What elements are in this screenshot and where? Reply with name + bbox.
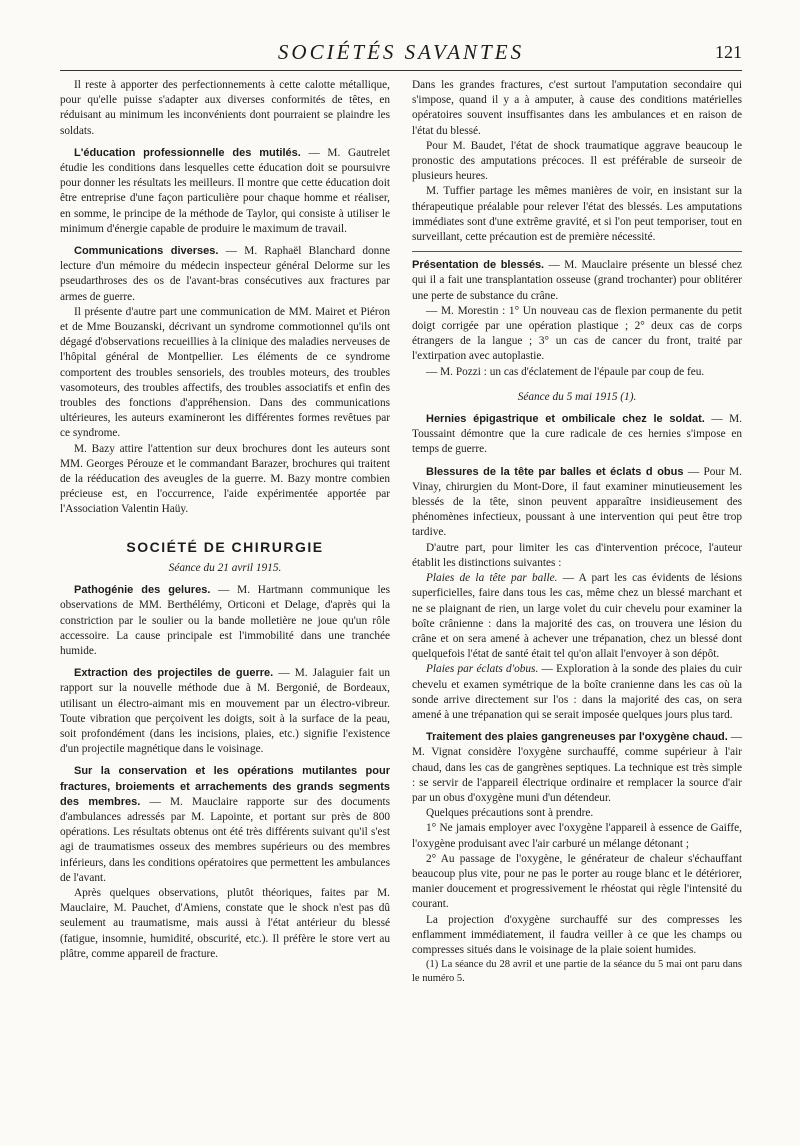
article-heading: Communications diverses. bbox=[74, 245, 219, 258]
article-heading: Blessures de la tête par balles et éclats d obus bbox=[426, 465, 684, 478]
article-heading: Sur la conservation et les opérations mutilantes pour fractures, broiements et arrachements des grands segments des membres. bbox=[60, 765, 390, 808]
article-heading: Extraction des projectiles de guerre. bbox=[74, 667, 274, 680]
paragraph: 1° Ne jamais employer avec l'oxygène l'appareil à essence de Gaiffe, l'oxygène produisant avec l'air carburé un mélange détonant ; bbox=[412, 822, 742, 850]
article-text: — M. Jalaguier fait un rapport sur la nouvelle méthode due à M. Bergonié, de Bordeaux, utilisant un électro-aimant mis en mouvement par un électro-vibreur. Toute vibration que perçoivent les doigts, soit à la surface de la peau, soit profondément (dans les incisions, plaies, etc.) signifie l'existence d'un projectile magnétique dans le voisinage. bbox=[60, 667, 390, 756]
article-text: — M. Raphaël Blanchard donne lecture d'un mémoire du médecin inspecteur général Delorme sur les pseudarthroses des os de l'avant-bras consécutives aux fractures par armes de guerre. bbox=[60, 245, 390, 303]
paragraph bbox=[412, 662, 742, 723]
article-heading: L'éducation professionnelle des mutilés. bbox=[74, 146, 301, 159]
page-number: 121 bbox=[715, 42, 742, 62]
article-text: — M. Mauclaire présente un blessé chez qui il a fait une transplantation osseuse (grand trochanter) pour oblitérer une perte de substance du crâne. bbox=[412, 259, 742, 302]
article-text: — M. Mauclaire rapporte sur des documents d'ambulances adressés par M. Lapointe, et portant sur près de 800 opérations. Les résultats obtenus ont été très différents suivant qu'il s'est agi de traumatismes osseux des membres supérieurs ou des membres inférieurs, dans les conditions opératoires que permettent les ambulances de l'avant. bbox=[60, 795, 391, 884]
paragraph: Il présente d'autre part une communication de MM. Mairet et Piéron et de Mme Bouzanski, décrivant un syndrome commotionnel qu'ils ont dégagé d'observations recueillies à la clinique des maladies nerveuses de l'hôpital général de Montpellier. Les éléments de ce syndrome comportent des troubles sensoriels, des troubles moteurs, des troubles vasomoteurs, des troubles affectifs, des troubles associatifs et enfin des troubles des fonctions d'appréhension. Dans des communications ultérieures, les auteurs examineront les différentes formes revêtues par ce syndrome. bbox=[60, 305, 390, 440]
paragraph: La projection d'oxygène surchauffé sur des compresses les enflamment immédiatement, il faudra veiller à ce que les champs ou compresses situés dans le voisinage de la plaie soient humides. bbox=[412, 913, 742, 956]
paragraph: Dans les grandes fractures, c'est surtout l'amputation secondaire qui s'impose, quand il y a à amputer, à cause des conditions matérielles opératoires souvent insuffisantes dans les ambulances et en raison de l'état du blessé. bbox=[412, 79, 742, 137]
right-column bbox=[412, 78, 742, 986]
session-date: Séance du 21 avril 1915. bbox=[168, 561, 282, 574]
left-column bbox=[60, 78, 390, 962]
paragraph bbox=[412, 571, 742, 662]
paragraph: — M. Morestin : 1° Un nouveau cas de flexion permanente du petit doigt corrigée par une opération plastique ; 2° deux cas de corps étrangers de la langue ; 3° un cas de cancer du front, traité par l'extirpation avec autoplastie. bbox=[412, 304, 742, 363]
footnote: (1) La séance du 28 avril et une partie de la séance du 5 mai ont paru dans le numéro 5. bbox=[412, 959, 742, 985]
article-traitement bbox=[412, 730, 742, 806]
paragraph-text: — A part les cas évidents de lésions superficielles, faire dans tous les cas, même chez un blessé marchant et ne se plaignant de rien, un large volet du cuir chevelu pour examiner la boîte crânienne : dans la majorité des cas, on trouvera une lésion du crâne et on sera amené à achever une trépanation, chez un blessé dont quelquefois l'état de santé était tel qu'on allait l'envoyer à son dépôt. bbox=[412, 572, 743, 661]
article-hernies bbox=[412, 412, 742, 458]
article-blessures bbox=[412, 465, 742, 541]
session-date: Séance du 5 mai 1915 (1). bbox=[517, 390, 637, 403]
divider bbox=[412, 251, 742, 252]
article-communications bbox=[60, 244, 390, 305]
article-text: — M. Gautrelet étudie les conditions dans lesquelles cette éducation doit se poursuivre pour donner les résultats les meilleurs. Il montre que cette éducation doit être entreprise d'une façon particulière pour chaque homme et réaliser, en somme, le principe de la méthode de Taylor, qui consiste à utiliser le minimum d'énergie capable de produire le maximum de travail. bbox=[60, 146, 390, 235]
paragraph: M. Tuffier partage les mêmes manières de voir, en insistant sur la thérapeutique préalable pour relever l'état des blessés. Les amputations immédiates sont d'une extrême gravité, et si l'on peut temporiser, tout en surveillant, cette précaution est de première nécessité. bbox=[412, 185, 742, 244]
article-heading: Hernies épigastrique et ombilicale chez le soldat. bbox=[426, 413, 705, 426]
paragraph: D'autre part, pour limiter les cas d'intervention précoce, l'auteur établit les distinctions suivantes : bbox=[412, 541, 742, 569]
paragraph: Pour M. Baudet, l'état de shock traumatique aggrave beaucoup le pronostic des amputations précoces. Il est préférable de surseoir de plusieurs heures. bbox=[412, 139, 742, 183]
paragraph: — M. Pozzi : un cas d'éclatement de l'épaule par coup de feu. bbox=[426, 365, 705, 378]
section-title: SOCIÉTÉ DE CHIRURGIE bbox=[126, 538, 324, 555]
article-text: — M. Vignat considère l'oxygène surchauffé, comme supérieur à l'air chaud, dans les cas de gangrènes septiques. La technique est très simple : se servir de l'appareil électrique ordinaire et remplacer la source d'air par un obus d'oxygène muni d'un détendeur. bbox=[412, 731, 742, 804]
paragraph-lead: Plaies par éclats d'obus. bbox=[426, 663, 539, 676]
paragraph: Après quelques observations, plutôt théoriques, faites par M. Mauclaire, M. Pauchet, d'Amiens, constate que le shock n'est pas dû seulement au traumatisme, mais aussi à l'état antérieur du blessé (fatigue, insomnie, humidité, obscurité, etc.). Il préfère le store vert au plâtre, comme appareil de fracture. bbox=[60, 886, 390, 960]
page-header bbox=[60, 40, 742, 71]
paragraph: 2° Au passage de l'oxygène, le générateur de chaleur s'échauffant beaucoup plus vite, pour ne pas le porter au rouge blanc et le détériorer, manier doucement et progressivement le rhéostat qui règle l'intensité du courant. bbox=[412, 852, 742, 911]
article-text: — M. Hartmann communique les observations de MM. Berthélémy, Orticoni et Delage, d'après qui la constriction par le soulier ou la bande molletière ne joue qu'un rôle accessoire. La cause principale est l'immobilité dans une tranchée humide. bbox=[60, 584, 390, 657]
article-heading: Présentation de blessés. bbox=[412, 259, 545, 272]
article-text: — M. Toussaint démontre que la cure radicale de ces hernies s'impose en temps de guerre. bbox=[412, 413, 742, 456]
article-projectiles bbox=[60, 666, 390, 757]
article-education bbox=[60, 146, 390, 237]
running-title: SOCIÉTÉS SAVANTES bbox=[277, 40, 525, 64]
article-heading: Traitement des plaies gangreneuses par l'oxygène chaud. bbox=[426, 731, 728, 744]
article-text: — Pour M. Vinay, chirurgien du Mont-Dore, il faut examiner minutieusement les blessés de la tête, sinon peuvent apparaître insidieusement des phénomènes infectieux, poussant à une intervention qui peut être trop tardive. bbox=[412, 465, 742, 539]
paragraph: Il reste à apporter des perfectionnements à cette calotte métallique, pour qu'elle puisse s'adapter aux diverses conformités de têtes, en réduisant au minimum les inconvénients dont pourraient se plaindre les soldats. bbox=[60, 79, 390, 137]
article-conservation bbox=[60, 764, 390, 886]
paragraph-text: — Exploration à la sonde des plaies du cuir chevelu et examen symétrique de la boîte cranienne dans les cas où la sonde arrive directement sur l'os : dans la majorité des cas, on sera amené à une trépanation qui se serait imposée quelques jours plus tard. bbox=[412, 663, 743, 721]
article-heading: Pathogénie des gelures. bbox=[74, 584, 211, 597]
article-presentation bbox=[412, 258, 742, 304]
paragraph: Quelques précautions sont à prendre. bbox=[426, 807, 594, 820]
paragraph-lead: Plaies de la tête par balle. bbox=[426, 572, 558, 585]
paragraph: M. Bazy attire l'attention sur deux brochures dont les auteurs sont MM. Georges Pérouze et le commandant Barazer, brochures qui traitent de la rééducation des aveugles de la guerre. M. Bazy montre combien précieuse est, en l'occurrence, l'aide expérimentée apportée par l'Association Valentin Haüy. bbox=[60, 442, 390, 516]
article-gelures bbox=[60, 583, 390, 659]
